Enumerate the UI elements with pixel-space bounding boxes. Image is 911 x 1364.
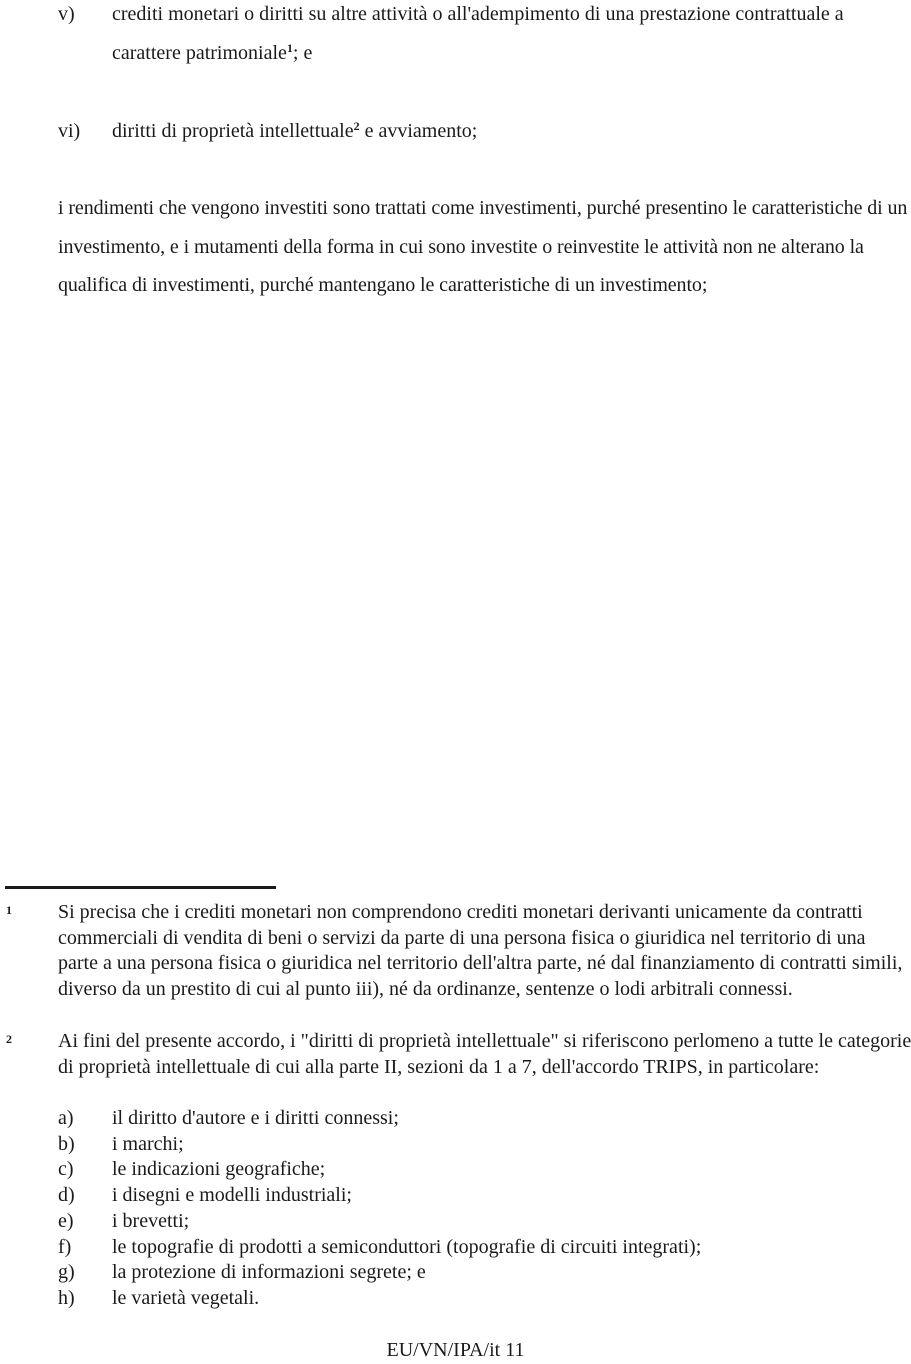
page-footer-id: EU/VN/IPA/it 11 (386, 1339, 525, 1361)
subitem-text: la protezione di informazioni segrete; e (112, 1261, 426, 1284)
footnote-number: 2 (6, 1032, 12, 1046)
subitem-text: le indicazioni geografiche; (112, 1158, 326, 1181)
item-text-tail: ; e (292, 41, 313, 64)
subitem-label: a) (58, 1107, 74, 1129)
subitem-text: i brevetti; (112, 1209, 190, 1232)
footnote-ref-1[interactable]: 1 (286, 40, 293, 55)
subitem-label: f) (58, 1235, 72, 1258)
subitem-text: le varietà vegetali. (112, 1286, 260, 1309)
subitem-label: c) (58, 1158, 74, 1181)
subitem-label: d) (58, 1184, 75, 1207)
item-text-body: crediti monetari o diritti su altre attività o all'adempimento di una prestazione contrattuale a carattere patrimoniale (112, 3, 844, 64)
subitem-text: le topografie di prodotti a semiconduttori (topografie di circuiti integrati); (112, 1235, 702, 1258)
subitem-label: b) (58, 1132, 75, 1155)
item-label: vi) (58, 120, 81, 142)
item-text (112, 0, 902, 72)
subitem-d (0, 1183, 911, 1209)
item-label: v) (58, 3, 75, 25)
subitem-g (0, 1260, 911, 1286)
subitem-label: h) (58, 1286, 75, 1309)
subitem-label: e) (58, 1209, 74, 1232)
subitem-a (0, 1106, 911, 1132)
subitem-c (0, 1157, 911, 1183)
item-text-tail: e avviamento; (359, 120, 478, 142)
subitem-f (0, 1235, 911, 1261)
subitem-text: il diritto d'autore e i diritti connessi; (112, 1107, 399, 1129)
item-text-body: diritti di proprietà intellettuale (112, 120, 354, 142)
subitem-h (0, 1286, 911, 1312)
footnote-text: Ai fini del presente accordo, i "diritti di proprietà intellettuale" si riferiscono perlomeno a tutte le categorie di proprietà intellettuale di cui alla parte II, sezioni da 1 a 7, dell'accordo TRIPS, in particolare: (58, 1030, 911, 1078)
footnote-ref-2[interactable]: 2 (353, 119, 360, 133)
footnote-separator (5, 886, 276, 889)
subitem-text: i disegni e modelli industriali; (112, 1184, 352, 1207)
subitem-label: g) (58, 1261, 75, 1284)
footnote-number: 1 (6, 903, 12, 917)
footnote-text: Si precisa che i crediti monetari non comprendono crediti monetari derivanti unicamente da contratti commerciali di vendita di beni o servizi da parte di una persona fisica o giuridica nel territorio di una parte a una persona fisica o giuridica nel territorio dell'altra parte, né dal finanziamento di contratti simili, diverso da un prestito di cui al punto iii), né da ordinanze, sentenze o lodi arbitrali connessi. (58, 901, 903, 1001)
body-paragraph: i rendimenti che vengono investiti sono trattati come investimenti, purché presentino le caratteristiche di un investimento, e i mutamenti della forma in cui sono investite o reinvestite le attività non ne alterano la qualifica di investimenti, purché mantengano le caratteristiche di un investimento; (58, 197, 908, 297)
subitem-e (0, 1209, 911, 1235)
subitem-b (0, 1132, 911, 1158)
item-text (112, 112, 902, 151)
subitem-text: i marchi; (112, 1132, 184, 1155)
